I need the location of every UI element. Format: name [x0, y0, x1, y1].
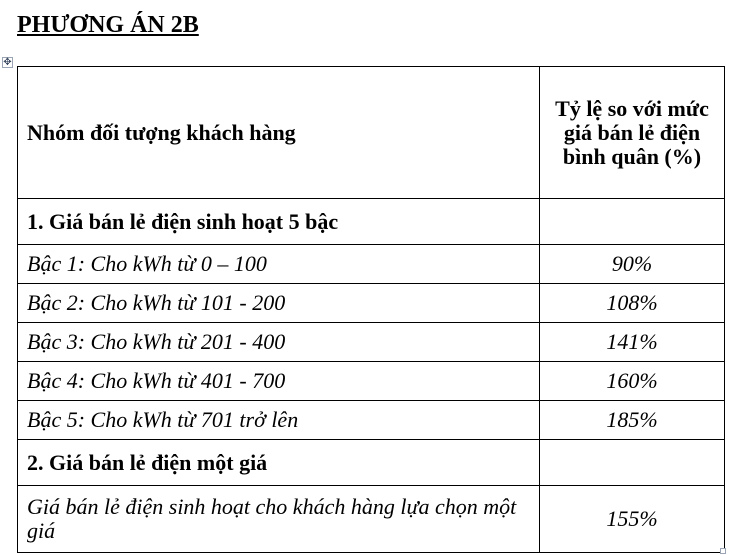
header-row: [18, 67, 725, 199]
tier-percentage: 185%: [540, 401, 725, 440]
table-row: [18, 362, 725, 401]
table-row: [18, 323, 725, 362]
tier-label: Bậc 5: Cho kWh từ 701 trở lên: [18, 401, 540, 440]
section-value: [540, 440, 725, 486]
section-row: [18, 440, 725, 486]
table-resize-handle[interactable]: [720, 548, 726, 554]
tier-percentage: 90%: [540, 245, 725, 284]
tariff-table: [17, 66, 725, 553]
section-label: 2. Giá bán lẻ điện một giá: [18, 440, 540, 486]
move-cross-icon[interactable]: ✥: [3, 57, 12, 68]
table-row: [18, 284, 725, 323]
tier-label: Bậc 3: Cho kWh từ 201 - 400: [18, 323, 540, 362]
header-customer-group: Nhóm đối tượng khách hàng: [18, 67, 540, 199]
tier-label: Bậc 4: Cho kWh từ 401 - 700: [18, 362, 540, 401]
section-label: 1. Giá bán lẻ điện sinh hoạt 5 bậc: [18, 199, 540, 245]
tier-percentage: 141%: [540, 323, 725, 362]
table-row: [18, 401, 725, 440]
header-ratio: Tỷ lệ so với mức giá bán lẻ điện bình quân (%): [540, 67, 725, 199]
section-value: [540, 199, 725, 245]
section-row: [18, 199, 725, 245]
table-row: [18, 245, 725, 284]
single-price-label: Giá bán lẻ điện sinh hoạt cho khách hàng lựa chọn một giá: [18, 486, 540, 553]
tier-label: Bậc 2: Cho kWh từ 101 - 200: [18, 284, 540, 323]
tier-percentage: 108%: [540, 284, 725, 323]
document-title: PHƯƠNG ÁN 2B: [17, 12, 199, 38]
tier-label: Bậc 1: Cho kWh từ 0 – 100: [18, 245, 540, 284]
tier-percentage: 160%: [540, 362, 725, 401]
single-price-percentage: 155%: [540, 486, 725, 553]
table-row: [18, 486, 725, 553]
